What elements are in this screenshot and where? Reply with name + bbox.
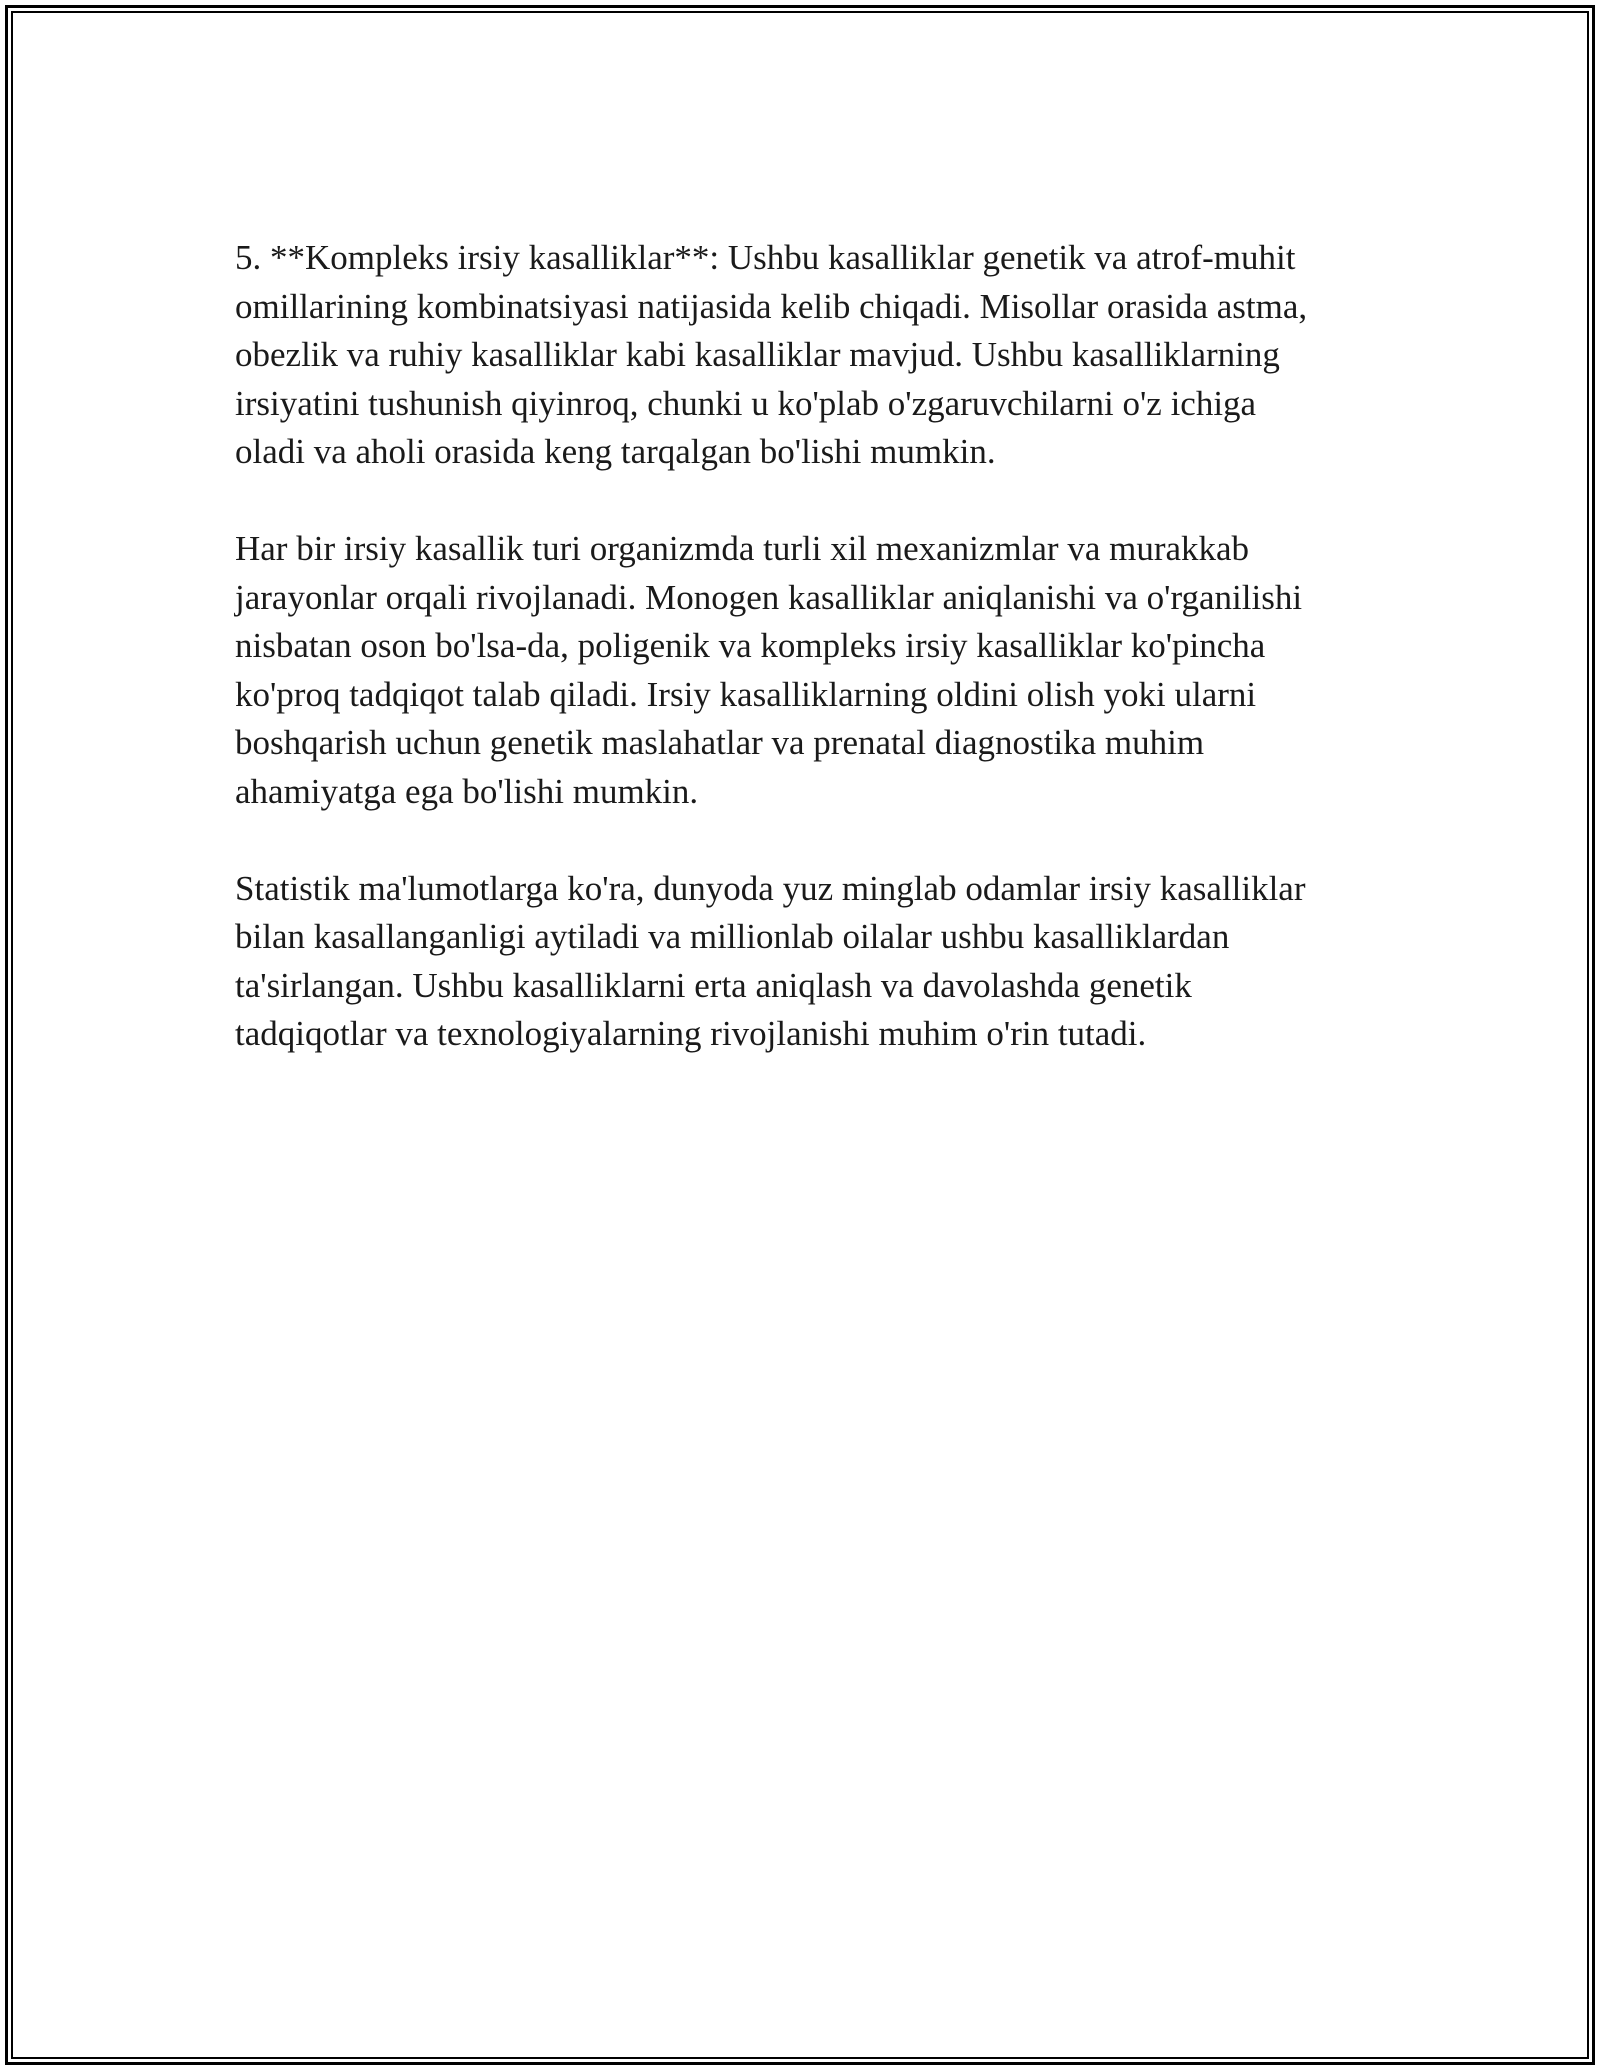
- text-line: obezlik va ruhiy kasalliklar kabi kasalliklar mavjud. Ushbu kasalliklarning: [235, 335, 1280, 374]
- paragraph-mechanisms: [235, 525, 1395, 816]
- paragraph-complex-hereditary-diseases: [235, 234, 1395, 477]
- text-line: irsiyatini tushunish qiyinroq, chunki u ko'plab o'zgaruvchilarni o'z ichiga: [235, 383, 1257, 423]
- text-line: omillarining kombinatsiyasi natijasida kelib chiqadi. Misollar orasida astma,: [235, 286, 1308, 326]
- text-line: ahamiyatga ega bo'lishi mumkin.: [235, 771, 699, 811]
- text-line: Statistik ma'lumotlarga ko'ra, dunyoda yuz minglab odamlar irsiy kasalliklar: [235, 868, 1306, 908]
- text-line: jarayonlar orqali rivojlanadi. Monogen kasalliklar aniqlanishi va o'rganilishi: [235, 577, 1303, 617]
- text-line: nisbatan oson bo'lsa-da, poligenik va kompleks irsiy kasalliklar ko'pincha: [235, 626, 1266, 665]
- text-line: boshqarish uchun genetik maslahatlar va prenatal diagnostika muhim: [235, 723, 1205, 762]
- text-line: 5. **Kompleks irsiy kasalliklar**: Ushbu kasalliklar genetik va atrof-muhit: [235, 238, 1296, 277]
- text-line: ta'sirlangan. Ushbu kasalliklarni erta aniqlash va davolashda genetik: [235, 965, 1192, 1005]
- text-line: bilan kasallanganligi aytiladi va millionlab oilalar ushbu kasalliklardan: [235, 917, 1230, 956]
- document-body: [235, 234, 1395, 1107]
- text-line: tadqiqotlar va texnologiyalarning rivojlanishi muhim o'rin tutadi.: [235, 1014, 1147, 1053]
- text-line: oladi va aholi orasida keng tarqalgan bo'lishi mumkin.: [235, 432, 996, 471]
- text-line: ko'proq tadqiqot talab qiladi. Irsiy kasalliklarning oldini olish yoki ularni: [235, 674, 1257, 714]
- paragraph-statistics: [235, 865, 1395, 1059]
- text-line: Har bir irsiy kasallik turi organizmda turli xil mexanizmlar va murakkab: [235, 529, 1250, 568]
